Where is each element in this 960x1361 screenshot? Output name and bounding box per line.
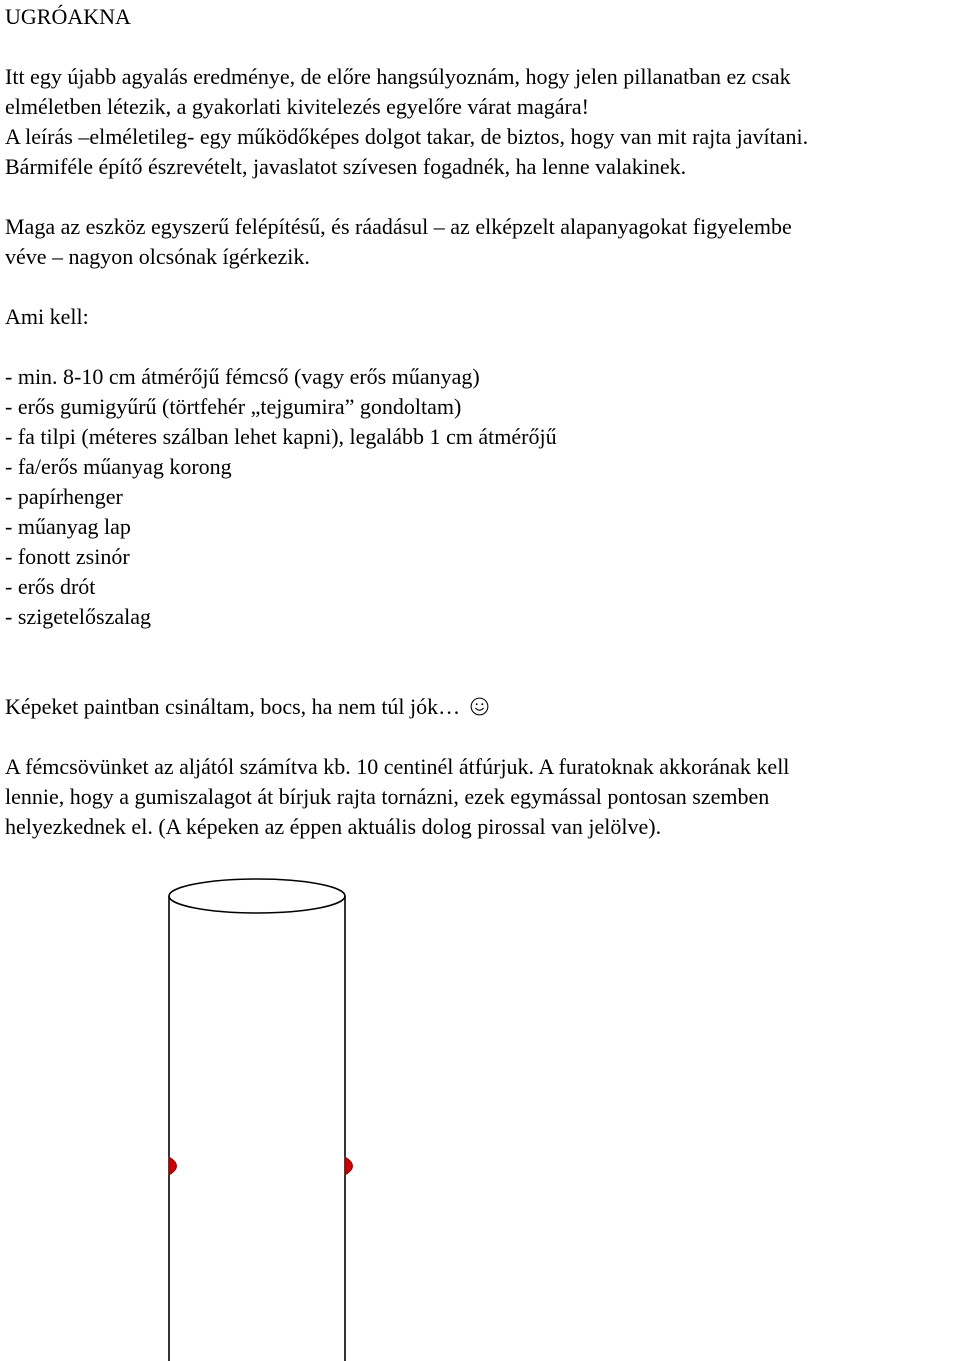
list-item: - szigetelőszalag [5,604,151,629]
description-paragraph [5,212,955,272]
list-item: - műanyag lap [5,514,131,539]
list-item: - fa/erős műanyag korong [5,454,232,479]
document-title: UGRÓAKNA [5,4,131,29]
list-item: - erős drót [5,574,96,599]
materials-list [5,362,955,632]
images-note [5,692,955,722]
list-item: - erős gumigyűrű (törtfehér „tejgumira” gondoltam) [5,394,462,419]
text-line: Bármiféle építő észrevételt, javaslatot szívesen fogadnék, ha lenne valakinek. [5,154,687,179]
text-line: Itt egy újabb agyalás eredménye, de előre hangsúlyoznám, hogy jelen pillanatban ez csak [5,64,791,89]
smiley-face-icon [470,697,489,716]
left-hole-marker [169,1157,177,1175]
drilling-paragraph [5,752,955,842]
tube-top-rim [169,879,345,913]
needs-label: Ami kell: [5,304,89,329]
list-item: - papírhenger [5,484,123,509]
document-page [5,0,955,842]
text-line: lennie, hogy a gumiszalagot át bírjuk rajta tornázni, ezek egymással pontosan szemben [5,784,770,809]
text-line: A fémcsövünket az aljától számítva kb. 10 centinél átfúrjuk. A furatoknak akkorának kell [5,754,790,779]
list-item: - fa tilpi (méteres szálban lehet kapni), legalább 1 cm átmérőjű [5,424,557,449]
images-note-text: Képeket paintban csináltam, bocs, ha nem túl jók… [5,694,461,719]
intro-paragraph [5,62,955,182]
text-line: A leírás –elméletileg- egy működőképes dolgot takar, de biztos, hogy van mit rajta javítani. [5,124,809,149]
list-item: - fonott zsinór [5,544,130,569]
text-line: helyezkednek el. (A képeken az éppen aktuális dolog pirossal van jelölve). [5,814,662,839]
text-line: véve – nagyon olcsónak ígérkezik. [5,244,310,269]
text-line: elméletben létezik, a gyakorlati kivitelezés egyelőre várat magára! [5,94,589,119]
list-item: - min. 8-10 cm átmérőjű fémcső (vagy erős műanyag) [5,364,480,389]
text-line: Maga az eszköz egyszerű felépítésű, és ráadásul – az elképzelt alapanyagokat figyelembe [5,214,792,239]
right-hole-marker [345,1157,353,1175]
metal-tube-figure [160,865,380,1361]
